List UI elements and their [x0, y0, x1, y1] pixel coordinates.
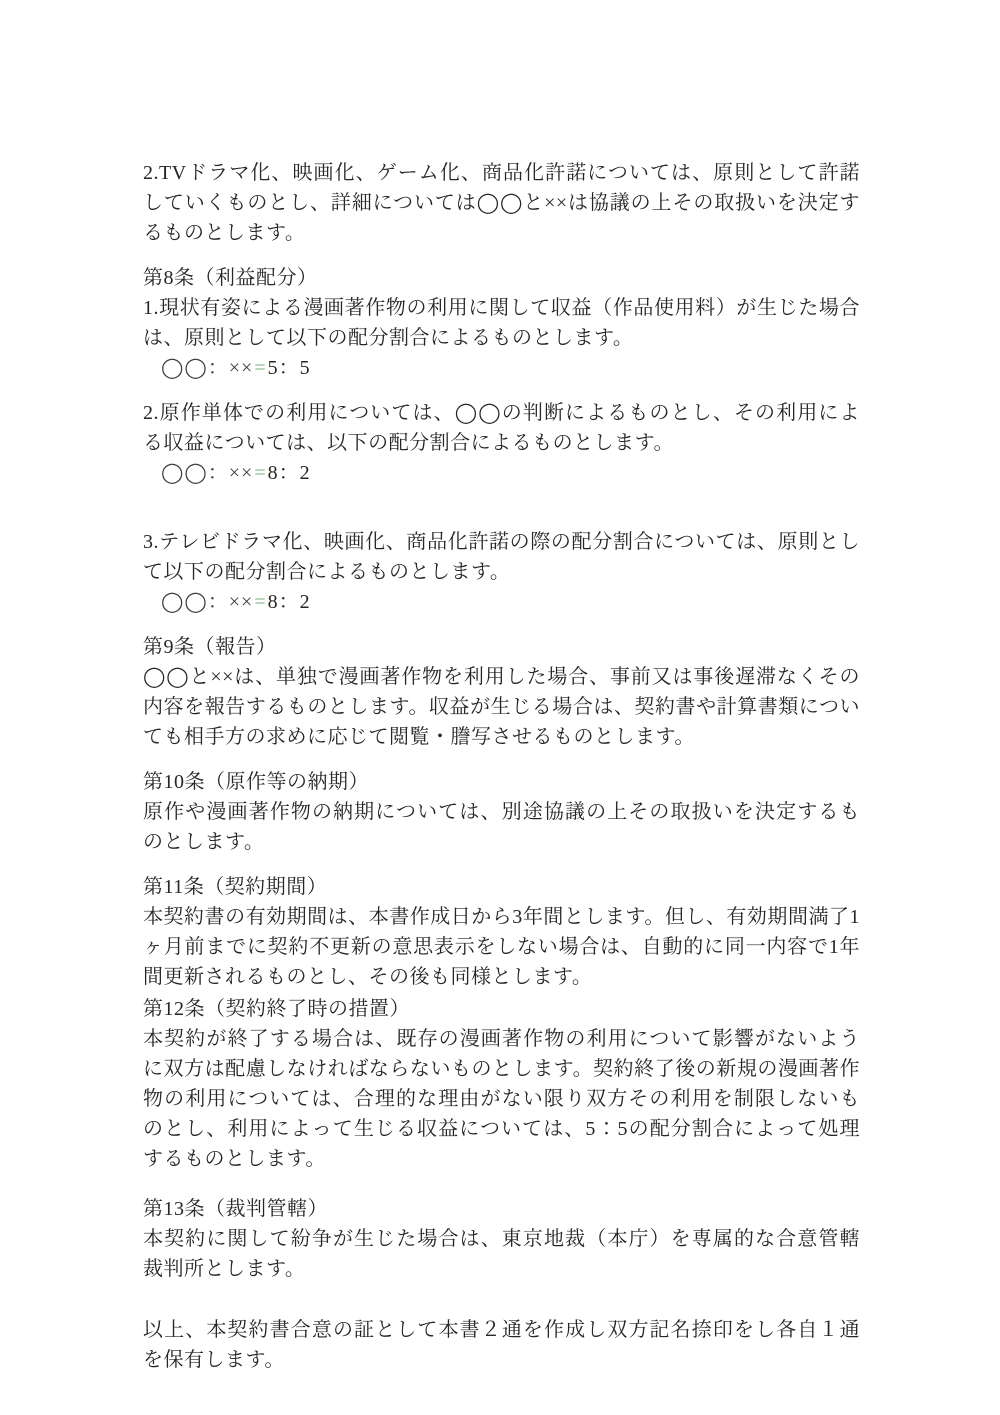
article-heading: 第11条（契約期間）: [143, 876, 328, 898]
article-heading: 第8条（利益配分）: [143, 267, 318, 289]
paragraph: ◯◯と××は、単独で漫画著作物を利用した場合、事前又は事後遅滞なくその内容を報告するものとします。収益が生じる場合は、契約書や計算書類についても相手方の求めに応じて閲覧・謄写させるものとします。: [143, 666, 860, 748]
article-heading: 第13条（裁判管轄）: [143, 1198, 328, 1220]
equals-sign: =: [254, 462, 267, 484]
paragraph: 以上、本契約書合意の証として本書２通を作成し双方記名捺印をし各自１通を保有します。: [143, 1319, 860, 1371]
paragraph: 2.原作単体での利用については、◯◯の判断によるものとし、その利用による収益については、以下の配分割合によるものとします。: [143, 402, 860, 454]
paragraph: 本契約が終了する場合は、既存の漫画著作物の利用について影響がないように双方は配慮しなければならないものとします。契約終了後の新規の漫画著作物の利用については、合理的な理由がない限り双方その利用を制限しないものとし、利用によって生じる収益については、5：5の配分割合によって処理するものとします。: [143, 1028, 860, 1170]
article-heading: 第10条（原作等の納期）: [143, 771, 369, 793]
ratio-value: 8：2: [267, 462, 311, 484]
ratio-value: 8：2: [267, 591, 311, 613]
equals-sign: =: [254, 591, 267, 613]
ratio-line: [143, 587, 860, 617]
paragraph: 本契約書の有効期間は、本書作成日から3年間とします。但し、有効期間満了1ヶ月前までに契約不更新の意思表示をしない場合は、自動的に同一内容で1年間更新されるものとし、その後も同様とします。: [143, 906, 860, 988]
document-body: [143, 158, 860, 1375]
article-heading: 第12条（契約終了時の措置）: [143, 998, 410, 1020]
paragraph: 3.テレビドラマ化、映画化、商品化許諾の際の配分割合については、原則として以下の配分割合によるものとします。: [143, 531, 860, 583]
paragraph: 本契約に関して紛争が生じた場合は、東京地裁（本庁）を専属的な合意管轄裁判所とします。: [143, 1228, 860, 1280]
party-symbols: ◯◯：××: [161, 357, 254, 379]
ratio-line: [143, 458, 860, 488]
ratio-line: [143, 353, 860, 383]
paragraph: 1.現状有姿による漫画著作物の利用に関して収益（作品使用料）が生じた場合は、原則として以下の配分割合によるものとします。: [143, 297, 860, 349]
party-symbols: ◯◯：××: [161, 462, 254, 484]
equals-sign: =: [254, 357, 267, 379]
paragraph: 2.TVドラマ化、映画化、ゲーム化、商品化許諾については、原則として許諾していくものとし、詳細については◯◯と××は協議の上その取扱いを決定するものとします。: [143, 162, 860, 244]
paragraph: 原作や漫画著作物の納期については、別途協議の上その取扱いを決定するものとします。: [143, 801, 860, 853]
article-heading: 第9条（報告）: [143, 636, 277, 658]
ratio-value: 5：5: [267, 357, 311, 379]
party-symbols: ◯◯：××: [161, 591, 254, 613]
